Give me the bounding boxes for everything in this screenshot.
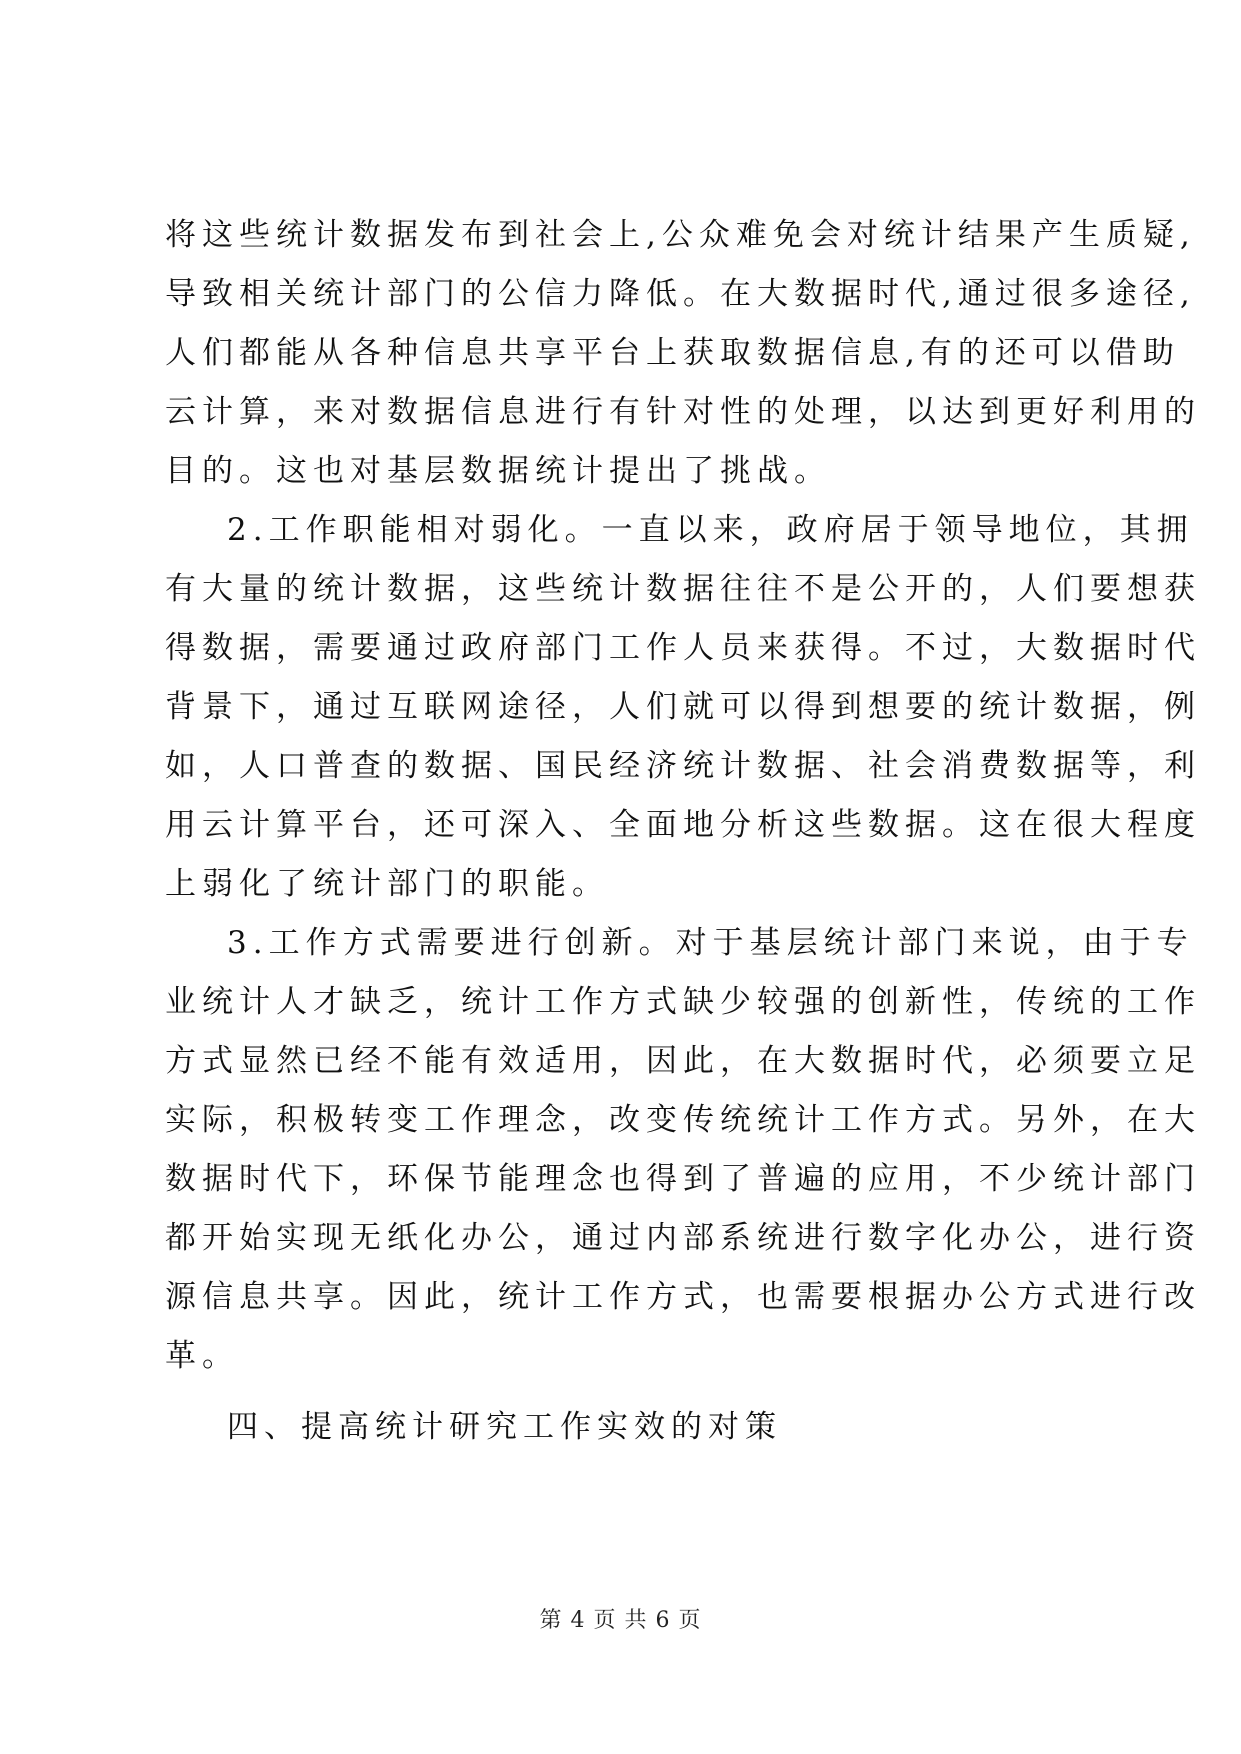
paragraph-2-line: 用云计算平台，还可深入、全面地分析这些数据。这在很大程度 bbox=[165, 807, 1201, 843]
paragraph-1-line: 导致相关统计部门的公信力降低。在大数据时代,通过很多途径, bbox=[165, 276, 1196, 312]
paragraph-3-line: 3.工作方式需要进行创新。对于基层统计部门来说，由于专 bbox=[227, 925, 1194, 961]
section-heading: 四、提高统计研究工作实效的对策 bbox=[227, 1409, 782, 1445]
paragraph-2 bbox=[165, 501, 1201, 914]
paragraph-3-line: 业统计人才缺乏，统计工作方式缺少较强的创新性，传统的工作 bbox=[165, 984, 1201, 1020]
document-body bbox=[165, 206, 1201, 1457]
page-number-footer: 第 4 页 共 6 页 bbox=[539, 1608, 702, 1633]
paragraph-1-line: 云计算，来对数据信息进行有针对性的处理，以达到更好利用的 bbox=[165, 394, 1201, 430]
paragraph-1-line: 目的。这也对基层数据统计提出了挑战。 bbox=[165, 453, 831, 489]
paragraph-2-line: 2.工作职能相对弱化。一直以来，政府居于领导地位，其拥 bbox=[227, 512, 1194, 548]
paragraph-2-line: 有大量的统计数据，这些统计数据往往不是公开的，人们要想获 bbox=[165, 571, 1201, 607]
paragraph-3 bbox=[165, 914, 1201, 1386]
paragraph-3-line: 方式显然已经不能有效适用，因此，在大数据时代，必须要立足 bbox=[165, 1043, 1201, 1079]
paragraph-2-line: 上弱化了统计部门的职能。 bbox=[165, 866, 609, 902]
paragraph-2-line: 得数据，需要通过政府部门工作人员来获得。不过，大数据时代 bbox=[165, 630, 1201, 666]
section-gap bbox=[165, 1386, 1095, 1398]
paragraph-1-line: 人们都能从各种信息共享平台上获取数据信息,有的还可以借助 bbox=[165, 335, 1180, 371]
paragraph-2-line: 如，人口普查的数据、国民经济统计数据、社会消费数据等，利 bbox=[165, 748, 1201, 784]
paragraph-3-line: 实际，积极转变工作理念，改变传统统计工作方式。另外，在大 bbox=[165, 1102, 1201, 1138]
paragraph-3-line: 革。 bbox=[165, 1338, 239, 1374]
paragraph-3-line: 都开始实现无纸化办公，通过内部系统进行数字化办公，进行资 bbox=[165, 1220, 1201, 1256]
paragraph-3-line: 数据时代下，环保节能理念也得到了普遍的应用，不少统计部门 bbox=[165, 1161, 1201, 1197]
paragraph-1 bbox=[165, 206, 1201, 501]
paragraph-3-line: 源信息共享。因此，统计工作方式，也需要根据办公方式进行改 bbox=[165, 1279, 1201, 1315]
paragraph-2-line: 背景下，通过互联网途径，人们就可以得到想要的统计数据，例 bbox=[165, 689, 1201, 725]
paragraph-1-line: 将这些统计数据发布到社会上,公众难免会对统计结果产生质疑, bbox=[165, 217, 1196, 253]
